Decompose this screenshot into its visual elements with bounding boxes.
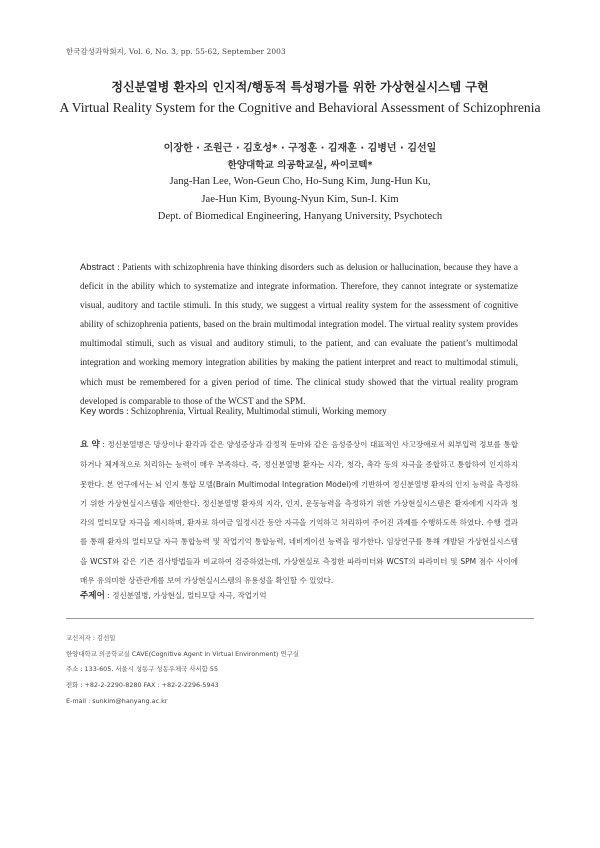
authors-english-line2: Jae-Hun Kim, Byoung-Nyun Kim, Sun-I. Kim <box>201 194 399 205</box>
keywords-korean-label: 주제어 <box>80 591 105 601</box>
title-korean: 정신분열병 환자의 인지적/행동적 특성평가를 위한 가상현실시스템 구현 <box>111 80 489 94</box>
abstract-text: : Patients with schizophrenia have thinking disorders such as delusion or hallucination, because they have a deficit in the ability which to systematize and integrate information. Therefore, they cannot integrate or systematize visual, auditory and tactile stimuli. In this study, we suggest a virtual reality system for the assessment of cognitive ability of schizophrenia patients, based on the brain multimodal integration model. The virtual reality system provides multimodal stimuli, such as visual and auditory stimuli, to the patient, and can evaluate the patient’s multimodal integration and working memory integration abilities by making the patient interpret and react to multimodal stimuli, which must be remembered for a given period of time. The clinical study showed that the virtual reality program developed is comparable to those of the WCST and the SPM. <box>80 262 518 406</box>
keywords-text: : Schizophrenia, Virtual Reality, Multimodal stimuli, Working memory <box>123 406 387 416</box>
correspondence-email: E-mail : sunkim@hanyang.ac.kr <box>66 696 168 705</box>
abstract-korean-text: : 정신분열병은 망상이나 환각과 같은 양성증상과 감정적 둔마와 같은 음성증상이 대표적인 사고장애로서 외부입력 정보를 통합하거나 체계적으로 처리하는 능력이 매우 부족하다. 즉, 정신분열병 환자는 시각, 청각, 촉각 등의 자극을 종합하고 통합하여 인지하지 못한다. 본 연구에서는 뇌 인지 통합 모델(Brain Multimodal Integration Model)에 기반하여 정신분열병 환자의 인지 능력을 측정하기 위한 가상현실시스템을 제안한다. 정신분열병 환자의 지각, 인지, 운동능력을 측정하기 위한 가상현실시스템은 환자에게 시각과 청각의 멀티모달 자극을 제시하며, 환자로 하여금 일정시간 동안 자극을 기억하고 처리하여 주어진 과제를 수행하도록 하였다. 수행 결과를 통해 환자의 멀티모달 자극 통합능력 및 작업기억 통합능력, 네비게이션 능력을 평가한다. 임상연구를 통해 개발된 가상현실시스템을 WCST와 같은 기존 검사방법들과 비교하여 검증하였는데, 가상현실로 측정한 파라미터와 WCST의 파라미터 및 SPM 점수 사이에 매우 유의미한 상관관계를 보여 가상현실시스템의 유용성을 확인할 수 있었다. <box>80 440 518 586</box>
correspondence-institution: 한양대학교 의공학교실 CAVE(Cognitive Agent in Virtual Environment) 연구실 <box>66 649 299 658</box>
correspondence-author: 교신저자 : 김선일 <box>66 634 116 642</box>
title-english: A Virtual Reality System for the Cognitive and Behavioral Assessment of Schizophrenia <box>59 100 541 115</box>
abstract-korean <box>80 435 518 590</box>
abstract-english <box>80 257 518 411</box>
keywords-korean-text: : 정신분열병, 가상현실, 멀티모달 자극, 작업기억 <box>104 591 267 600</box>
correspondence-address: 주소 : 133-605, 서울시 성동구 성동우체국 사서함 55 <box>66 665 219 674</box>
affiliation-english: Dept. of Biomedical Engineering, Hanyang University, Psychotech <box>157 211 443 222</box>
keywords-korean <box>80 589 520 601</box>
abstract-label: Abstract <box>80 261 115 272</box>
footnote-divider <box>66 618 534 619</box>
authors-english-line1: Jang-Han Lee, Won-Geun Cho, Ho-Sung Kim, Jung-Hun Ku, <box>169 176 431 187</box>
correspondence-block <box>66 631 536 710</box>
authors-korean: 이장한 · 조원근 · 김호성* · 구정훈 · 김재훈 · 김병넌 · 김선일 <box>163 143 437 154</box>
journal-citation: 한국감성과학회지, Vol. 6, No. 3, pp. 55-62, September 2003 <box>66 47 286 56</box>
keywords-english <box>80 405 520 416</box>
correspondence-phone: 전화 : +82-2-2290-8280 FAX : +82-2-2296-5943 <box>66 681 219 690</box>
affiliation-korean: 한양대학교 의공학교실, 싸이코텍* <box>227 160 373 171</box>
abstract-korean-label: 요 약 <box>80 440 100 450</box>
keywords-label: Key words <box>80 405 124 416</box>
